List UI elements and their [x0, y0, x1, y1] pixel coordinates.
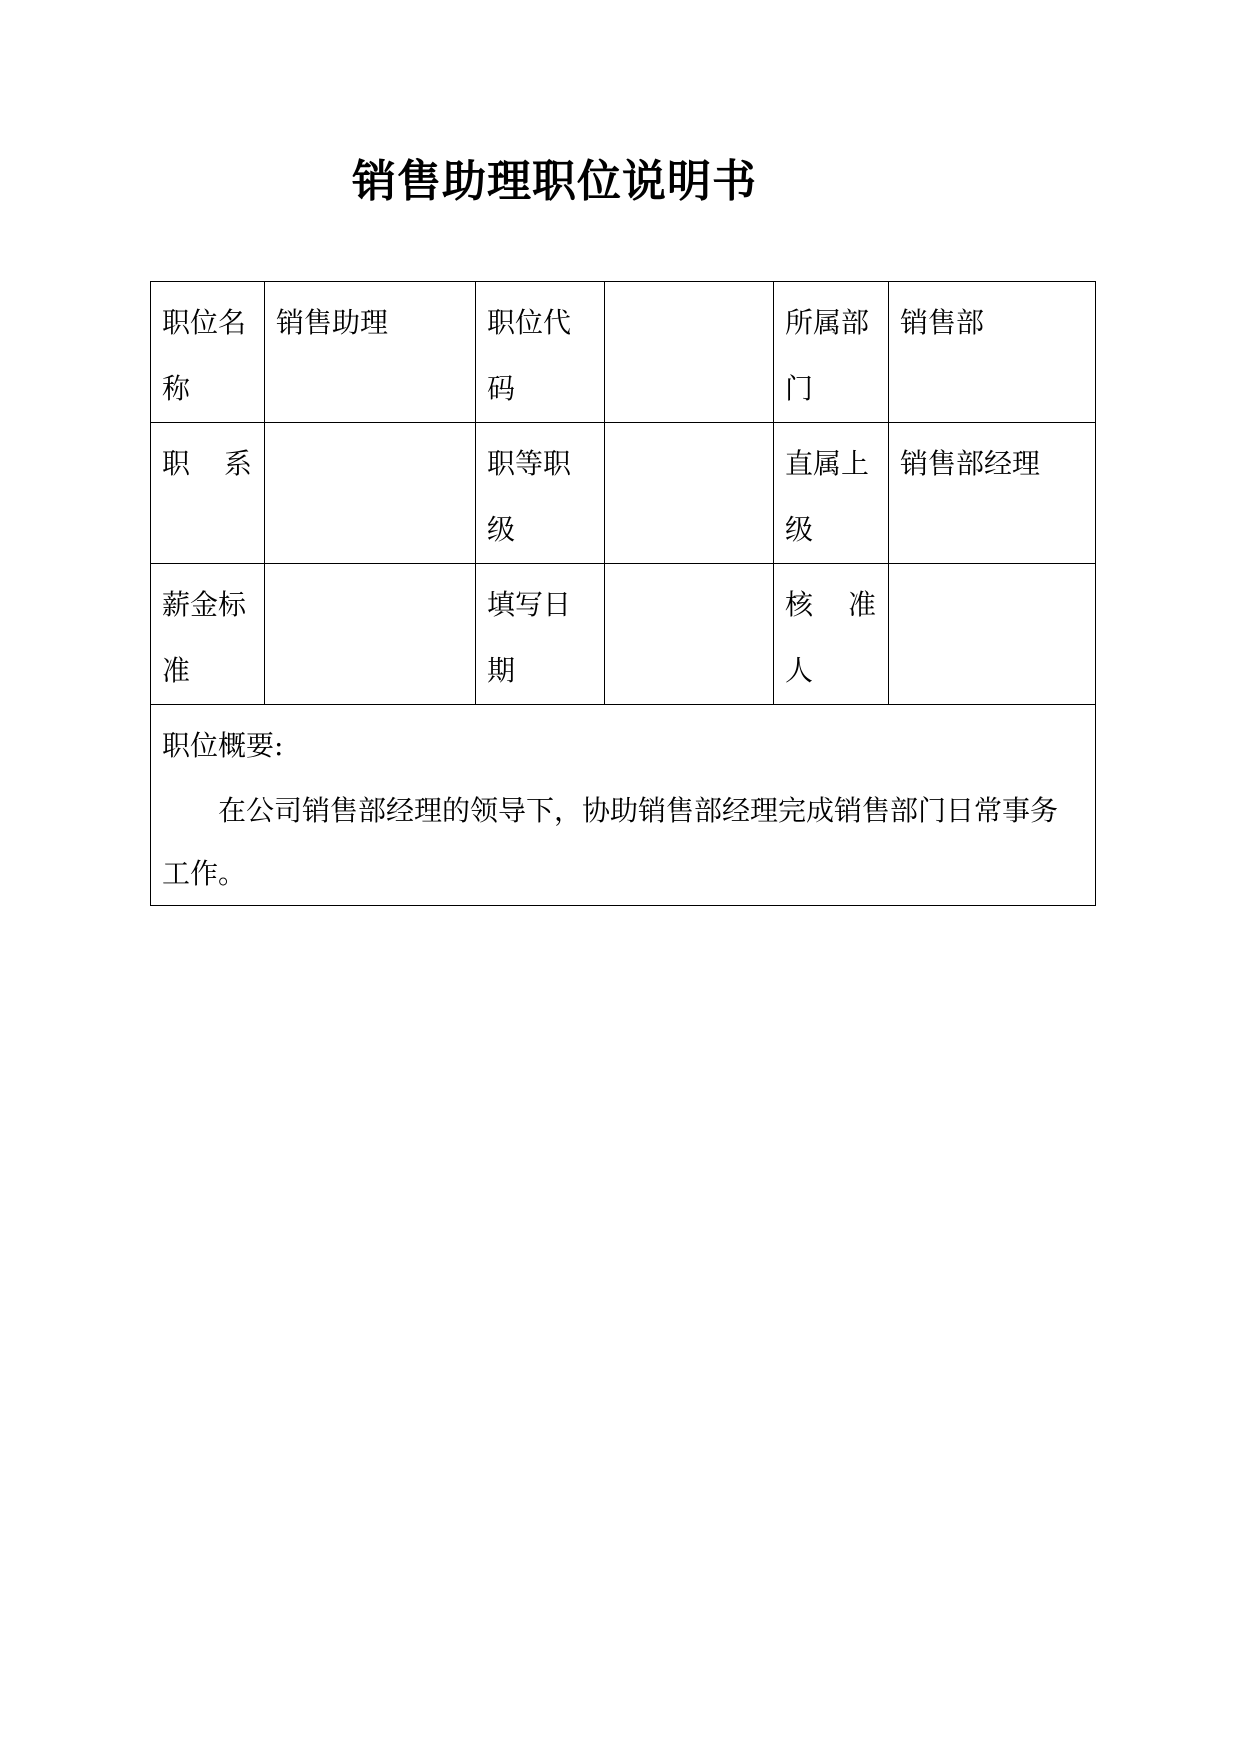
label-position-code: 职位代码 — [476, 282, 605, 423]
position-summary-text: 在公司销售部经理的领导下，协助销售部经理完成销售部门日常事务工作。 — [162, 794, 1059, 890]
table-row — [151, 423, 1096, 564]
label-approver-tail: 人 — [785, 654, 814, 687]
label-job-family-char-1: 职 — [162, 447, 191, 480]
value-position-code — [605, 282, 774, 423]
table-row — [151, 564, 1096, 705]
label-position-name: 职位名称 — [151, 282, 265, 423]
value-approver — [889, 564, 1096, 705]
label-fill-date: 填写日期 — [476, 564, 605, 705]
table-row — [151, 282, 1096, 423]
value-fill-date — [605, 564, 774, 705]
value-salary-standard — [265, 564, 476, 705]
label-approver — [774, 564, 889, 705]
label-job-family-char-2: 系 — [223, 447, 252, 480]
label-direct-supervisor: 直属上级 — [774, 423, 889, 564]
value-position-name: 销售助理 — [265, 282, 476, 423]
value-job-grade — [605, 423, 774, 564]
label-job-family — [151, 423, 265, 564]
label-approver-char-2: 准 — [847, 588, 876, 621]
value-department: 销售部 — [889, 282, 1096, 423]
position-summary-label: 职位概要: — [162, 729, 284, 762]
table-row — [151, 705, 1096, 906]
value-direct-supervisor: 销售部经理 — [889, 423, 1096, 564]
job-description-table — [150, 281, 1096, 906]
label-department: 所属部门 — [774, 282, 889, 423]
value-job-family — [265, 423, 476, 564]
page-title: 销售助理职位说明书 — [352, 156, 757, 207]
label-job-grade: 职等职级 — [476, 423, 605, 564]
label-approver-char-1: 核 — [785, 588, 814, 621]
label-salary-standard: 薪金标准 — [151, 564, 265, 705]
position-summary-cell — [151, 705, 1096, 906]
